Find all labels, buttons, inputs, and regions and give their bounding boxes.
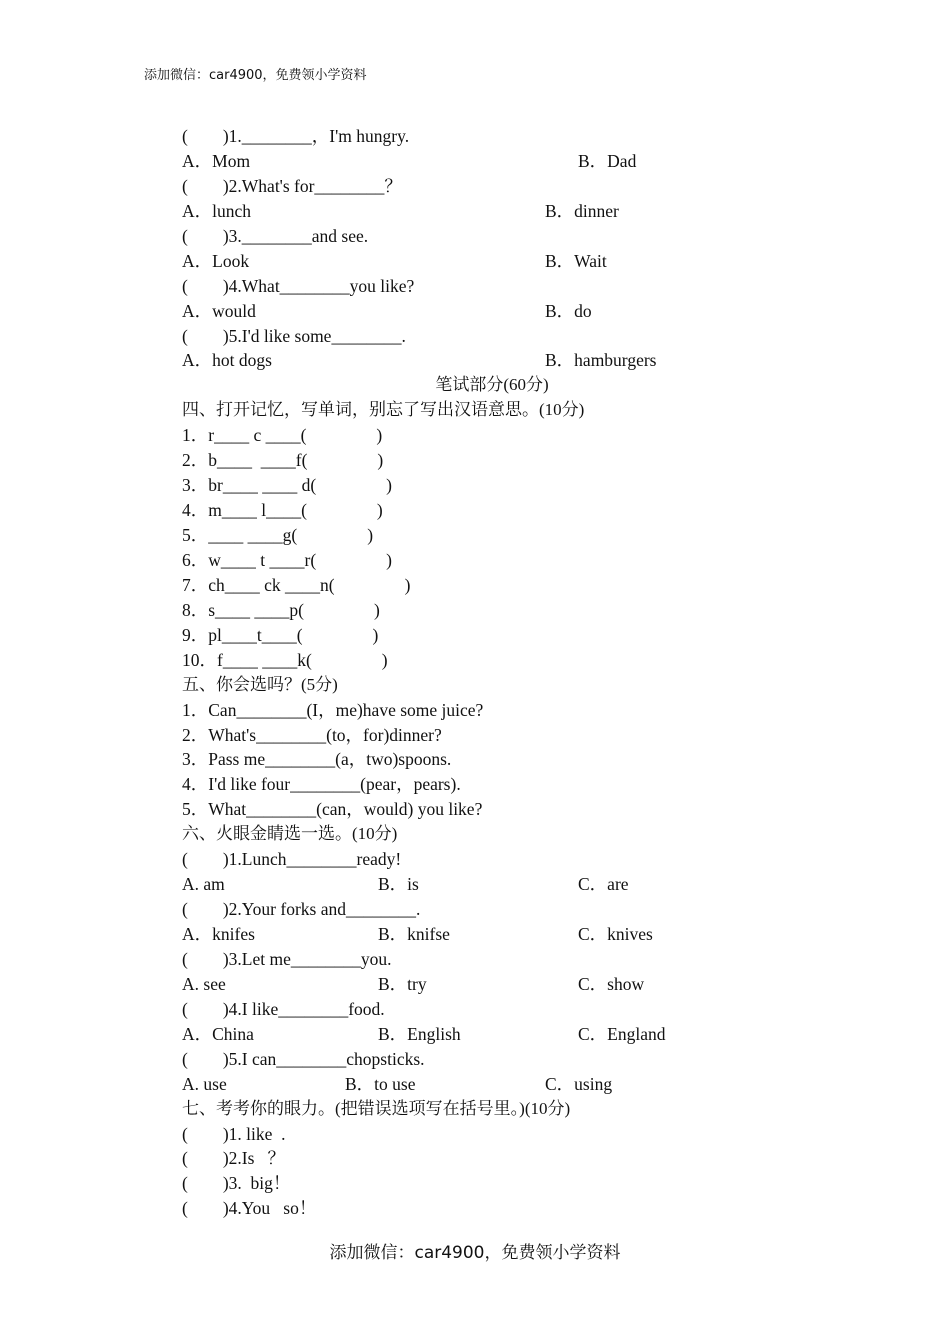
error-item: ( )4.You so！ [182, 1198, 317, 1219]
section-6-title: 六、火眼金睛选一选。(10分) [182, 824, 398, 844]
page-header: 添加微信：car4900，免费领小学资料 [144, 68, 367, 83]
options-line [182, 249, 802, 274]
option-a: A．China [182, 1023, 254, 1044]
question-text: ( )4.I like________food. [182, 998, 385, 1019]
question-text: ( )3.Let me________you. [182, 948, 392, 969]
question-line [182, 174, 802, 199]
option-c: C．England [578, 1023, 666, 1044]
word-item: 3．br____ ____ d( ) [182, 475, 392, 496]
question-line [182, 324, 802, 349]
option-b: B．English [378, 1023, 461, 1044]
choice-item: 4．I'd like four________(pear，pears). [182, 774, 461, 795]
section-5-title: 五、你会选吗？(5分) [182, 674, 338, 694]
error-item: ( )2.Is ？ [182, 1148, 286, 1169]
options-line [182, 348, 802, 373]
option-c: C．are [578, 874, 629, 895]
options-line [182, 1072, 802, 1097]
option-b: B．try [378, 973, 427, 994]
question-line [182, 997, 802, 1022]
option-c: C．using [545, 1073, 613, 1094]
word-item: 2．b____ ____f( ) [182, 450, 384, 471]
exam-content [182, 124, 802, 1221]
option-b: B．Dad [578, 150, 637, 171]
written-part-title: 笔试部分(60分) [435, 375, 549, 395]
error-item: ( )3. big！ [182, 1173, 291, 1194]
option-a: A．Look [182, 250, 250, 271]
question-text: ( )1.Lunch________ready! [182, 849, 402, 870]
choice-item: 3．Pass me________(a，two)spoons. [182, 749, 452, 770]
option-c: C．show [578, 973, 645, 994]
word-item: 9．pl____t____( ) [182, 624, 379, 645]
question-line [182, 124, 802, 149]
word-item: 5．____ ____g( ) [182, 525, 374, 545]
question-text: ( )5.I can________chopsticks. [182, 1048, 425, 1069]
choice-item: 2．What's________(to，for)dinner? [182, 724, 442, 745]
option-b: B．hamburgers [545, 350, 657, 371]
options-line [182, 299, 802, 324]
option-a: A．lunch [182, 200, 252, 221]
option-b: B．knifse [378, 924, 450, 944]
option-a: A．knifes [182, 924, 255, 944]
question-text: ( )1.________，I'm hungry. [182, 126, 410, 146]
question-line [182, 1047, 802, 1072]
word-item: 10．f____ ____k( ) [182, 649, 388, 670]
option-a: A．hot dogs [182, 350, 272, 371]
word-item: 8．s____ ____p( ) [182, 599, 380, 620]
question-line [182, 897, 802, 922]
question-line [182, 224, 802, 249]
options-line [182, 199, 802, 224]
question-line [182, 947, 802, 972]
option-b: B．Wait [545, 250, 607, 271]
word-item: 4．m____ l____( ) [182, 500, 383, 521]
option-a: A. see [182, 973, 226, 994]
option-b: B．do [545, 300, 592, 321]
options-line [182, 1022, 802, 1047]
choice-item: 5．What________(can，would) you like? [182, 799, 483, 820]
option-a: A．would [182, 300, 256, 321]
option-b: B．dinner [545, 200, 619, 221]
section-7-title: 七、考考你的眼力。(把错误选项写在括号里。)(10分) [182, 1098, 571, 1118]
choice-item: 1．Can________(I，me)have some juice? [182, 699, 484, 720]
question-text: ( )4.What________you like? [182, 275, 415, 296]
option-a: A. use [182, 1073, 227, 1094]
option-b: B．to use [345, 1073, 416, 1094]
page-footer: 添加微信：car4900，免费领小学资料 [329, 1243, 621, 1263]
options-line [182, 922, 802, 947]
question-line [182, 274, 802, 299]
word-item: 7．ch____ ck ____n( ) [182, 574, 411, 595]
options-line [182, 149, 802, 174]
option-a: A．Mom [182, 150, 251, 171]
question-text: ( )2.Your forks and________. [182, 899, 421, 920]
options-line [182, 972, 802, 997]
word-item: 6．w____ t ____r( ) [182, 549, 392, 570]
error-item: ( )1. like . [182, 1123, 286, 1144]
option-c: C．knives [578, 924, 653, 944]
question-line [182, 847, 802, 872]
option-b: B．is [378, 874, 419, 895]
question-text: ( )2.What's for________？ [182, 175, 402, 196]
question-text: ( )5.I'd like some________. [182, 325, 406, 346]
option-a: A. am [182, 874, 225, 895]
section-4-title: 四、打开记忆，写单词，别忘了写出汉语意思。(10分) [182, 400, 585, 420]
question-text: ( )3.________and see. [182, 225, 369, 246]
options-line [182, 872, 802, 897]
word-item: 1．r____ c ____( ) [182, 425, 383, 446]
